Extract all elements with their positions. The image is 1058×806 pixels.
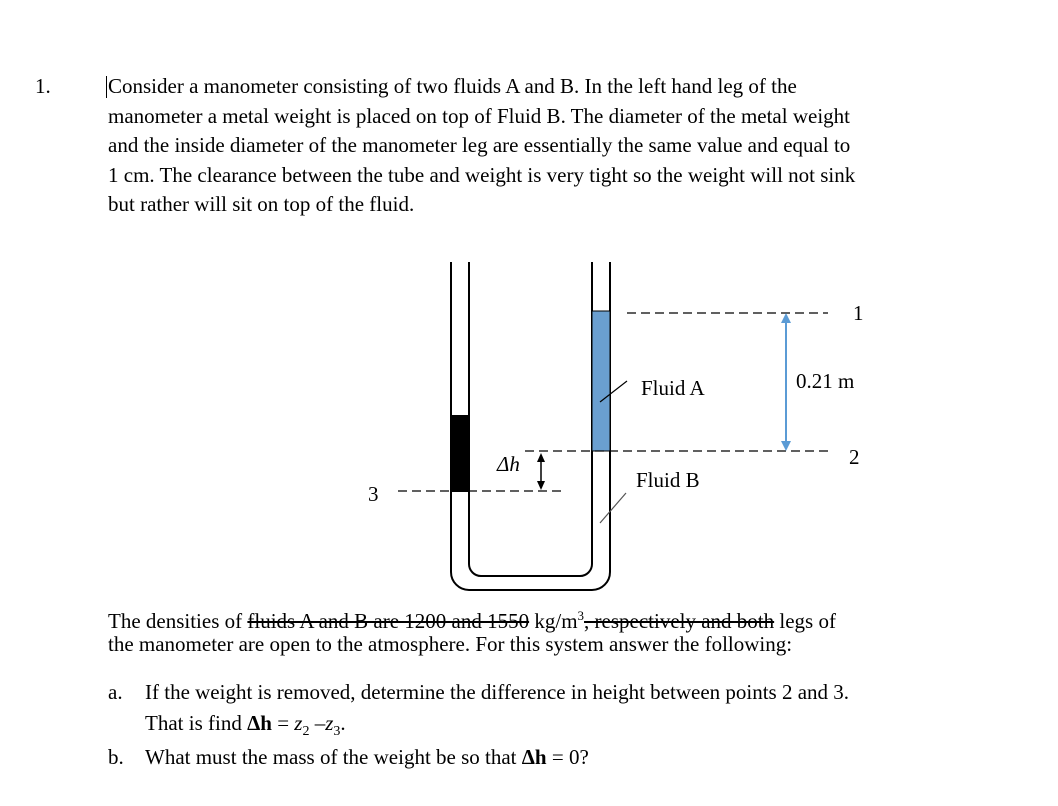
height-label: 0.21 m	[796, 369, 855, 393]
height-arrow-down-head	[781, 441, 791, 451]
delta-h-arrow-down-head	[537, 481, 545, 490]
densities-unit-exponent: 3	[577, 608, 585, 623]
question-a-z3: z	[325, 711, 334, 735]
fluid-b-leader	[600, 493, 626, 523]
intro-line-1: Consider a manometer consisting of two fluids A and B. In the left hand leg of the	[108, 74, 797, 98]
question-a-equals: =	[271, 711, 295, 735]
question-b-pre: What must the mass of the weight be so that	[145, 745, 522, 769]
question-a-line-1: If the weight is removed, determine the difference in height between points 2 and 3.	[145, 680, 850, 704]
question-b-post: = 0?	[546, 745, 589, 769]
point-1-label: 1	[853, 301, 864, 325]
tube-inner-wall	[469, 262, 592, 576]
point-3-label: 3	[368, 482, 379, 506]
fluid-a-label: Fluid A	[641, 376, 705, 400]
point-2-label: 2	[849, 445, 860, 469]
densities-strikethrough-2: , respectively and both	[584, 609, 775, 633]
question-b-delta-h: Δh	[521, 745, 547, 769]
delta-h-arrow-up-head	[537, 453, 545, 462]
question-a-delta-h: Δh	[247, 711, 272, 735]
question-a-minus: –	[309, 711, 326, 735]
question-a-z2: z	[294, 711, 303, 735]
problem-number: 1.	[35, 74, 51, 98]
densities-text-pre: The densities of	[108, 609, 248, 633]
question-a-line-2	[145, 709, 346, 747]
question-a-z2-sub: 2	[302, 724, 310, 740]
question-a-marker: a.	[108, 680, 123, 704]
densities-line-2: the manometer are open to the atmosphere. For this system answer the following:	[108, 632, 793, 656]
tube-outer-wall	[451, 262, 610, 590]
fluid-a-column	[592, 311, 610, 451]
question-a-pre: That is find	[145, 711, 248, 735]
intro-line-3: and the inside diameter of the manometer leg are essentially the same value and equal to	[108, 133, 851, 157]
metal-weight	[451, 415, 469, 492]
densities-unit: kg/m	[529, 609, 578, 633]
question-a-end: .	[340, 711, 346, 735]
densities-strikethrough-1: fluids A and B are 1200 and 1550	[247, 609, 530, 633]
height-arrow-up-head	[781, 313, 791, 323]
densities-text-post: legs of	[774, 609, 836, 633]
delta-h-label: Δh	[497, 452, 520, 476]
intro-line-4: 1 cm. The clearance between the tube and weight is very tight so the weight will not sink	[108, 162, 856, 187]
intro-line-2: manometer a metal weight is placed on top of Fluid B. The diameter of the metal weight	[108, 103, 850, 128]
question-b-marker: b.	[108, 745, 124, 769]
question-b-line	[145, 743, 589, 773]
question-a-z3-sub: 3	[333, 724, 341, 740]
fluid-b-label: Fluid B	[636, 468, 700, 492]
intro-line-5: but rather will sit on top of the fluid.	[108, 192, 415, 216]
